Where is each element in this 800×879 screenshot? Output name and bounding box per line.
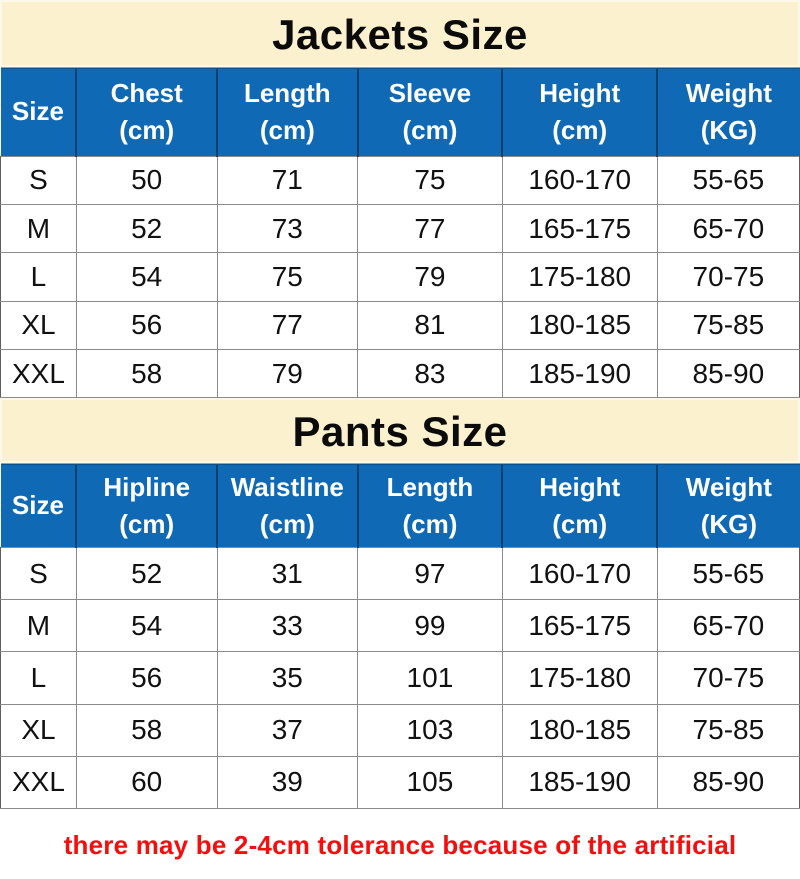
size-cell: S [1, 156, 77, 204]
value-cell: 75-85 [657, 301, 799, 349]
value-cell: 185-190 [502, 350, 657, 398]
value-cell: 56 [76, 301, 217, 349]
value-cell: 160-170 [502, 547, 657, 599]
value-cell: 75 [217, 253, 358, 301]
value-cell: 165-175 [502, 600, 657, 652]
size-cell: XXL [1, 350, 77, 398]
size-cell: S [1, 547, 77, 599]
column-header-weight [657, 464, 799, 547]
value-cell: 77 [217, 301, 358, 349]
value-cell: 79 [217, 350, 358, 398]
value-cell: 79 [358, 253, 503, 301]
size-cell: XL [1, 301, 77, 349]
column-unit: (cm) [119, 115, 175, 146]
jackets-size-table [0, 67, 800, 398]
value-cell: 58 [76, 350, 217, 398]
column-label: Weight [685, 471, 772, 502]
column-unit: (cm) [259, 115, 315, 146]
value-cell: 54 [76, 253, 217, 301]
value-cell: 101 [358, 652, 503, 704]
column-unit: (cm) [402, 509, 458, 540]
value-cell: 77 [358, 204, 503, 252]
pants-table-header [1, 464, 800, 547]
column-label: Height [539, 77, 621, 108]
value-cell: 99 [358, 600, 503, 652]
value-cell: 165-175 [502, 204, 657, 252]
value-cell: 97 [358, 547, 503, 599]
value-cell: 35 [217, 652, 358, 704]
column-header-waistline [217, 464, 358, 547]
column-unit: (KG) [700, 115, 758, 146]
pants-title: Pants Size [292, 407, 508, 455]
value-cell: 160-170 [502, 156, 657, 204]
column-unit: (cm) [552, 115, 608, 146]
value-cell: 65-70 [657, 204, 799, 252]
value-cell: 55-65 [657, 156, 799, 204]
value-cell: 54 [76, 600, 217, 652]
column-label: Waistline [230, 471, 344, 502]
value-cell: 85-90 [657, 756, 799, 808]
value-cell: 58 [76, 704, 217, 756]
table-row [1, 600, 800, 652]
jackets-title-banner [0, 0, 800, 67]
column-header-height [502, 464, 657, 547]
table-row [1, 156, 800, 204]
value-cell: 39 [217, 756, 358, 808]
header-row [1, 464, 800, 547]
size-cell: M [1, 204, 77, 252]
value-cell: 70-75 [657, 253, 799, 301]
size-cell: L [1, 253, 77, 301]
column-header-length [217, 68, 358, 156]
value-cell: 175-180 [502, 253, 657, 301]
table-row [1, 253, 800, 301]
value-cell: 50 [76, 156, 217, 204]
column-unit: (cm) [259, 509, 315, 540]
value-cell: 185-190 [502, 756, 657, 808]
value-cell: 105 [358, 756, 503, 808]
column-label: Sleeve [388, 77, 472, 108]
column-header-length [358, 464, 503, 547]
pants-size-section [0, 398, 800, 808]
value-cell: 31 [217, 547, 358, 599]
column-header-height [502, 68, 657, 156]
value-cell: 73 [217, 204, 358, 252]
value-cell: 83 [358, 350, 503, 398]
tolerance-note-bar [0, 809, 800, 879]
table-row [1, 350, 800, 398]
jackets-table-header [1, 68, 800, 156]
column-unit: (cm) [119, 509, 175, 540]
value-cell: 70-75 [657, 652, 799, 704]
table-row [1, 756, 800, 808]
table-row [1, 652, 800, 704]
value-cell: 60 [76, 756, 217, 808]
column-header-chest [76, 68, 217, 156]
pants-size-table [0, 463, 800, 808]
value-cell: 52 [76, 547, 217, 599]
column-header-hipline [76, 464, 217, 547]
column-label: Length [243, 77, 331, 108]
column-label: Length [386, 471, 474, 502]
size-cell: XXL [1, 756, 77, 808]
size-cell: XL [1, 704, 77, 756]
pants-table-body [1, 547, 800, 808]
value-cell: 180-185 [502, 704, 657, 756]
value-cell: 81 [358, 301, 503, 349]
column-unit: (cm) [402, 115, 458, 146]
column-label: Size [11, 96, 64, 127]
value-cell: 33 [217, 600, 358, 652]
value-cell: 56 [76, 652, 217, 704]
column-label: Size [11, 490, 64, 521]
size-cell: L [1, 652, 77, 704]
column-label: Chest [110, 77, 183, 108]
value-cell: 37 [217, 704, 358, 756]
value-cell: 55-65 [657, 547, 799, 599]
value-cell: 52 [76, 204, 217, 252]
tolerance-note: there may be 2-4cm tolerance because of the artificial [63, 829, 737, 860]
value-cell: 65-70 [657, 600, 799, 652]
header-row [1, 68, 800, 156]
value-cell: 180-185 [502, 301, 657, 349]
table-row [1, 204, 800, 252]
table-row [1, 301, 800, 349]
column-label: Hipline [103, 471, 191, 502]
value-cell: 75-85 [657, 704, 799, 756]
value-cell: 71 [217, 156, 358, 204]
pants-title-banner [0, 398, 800, 463]
column-unit: (cm) [552, 509, 608, 540]
jackets-title: Jackets Size [272, 10, 528, 58]
column-label: Height [539, 471, 621, 502]
column-unit: (KG) [700, 509, 758, 540]
value-cell: 175-180 [502, 652, 657, 704]
value-cell: 103 [358, 704, 503, 756]
jackets-size-section [0, 0, 800, 398]
column-header-size [1, 464, 77, 547]
size-cell: M [1, 600, 77, 652]
jackets-table-body [1, 156, 800, 398]
column-header-sleeve [358, 68, 503, 156]
column-label: Weight [685, 77, 772, 108]
table-row [1, 547, 800, 599]
value-cell: 75 [358, 156, 503, 204]
column-header-weight [657, 68, 799, 156]
table-row [1, 704, 800, 756]
value-cell: 85-90 [657, 350, 799, 398]
column-header-size [1, 68, 77, 156]
